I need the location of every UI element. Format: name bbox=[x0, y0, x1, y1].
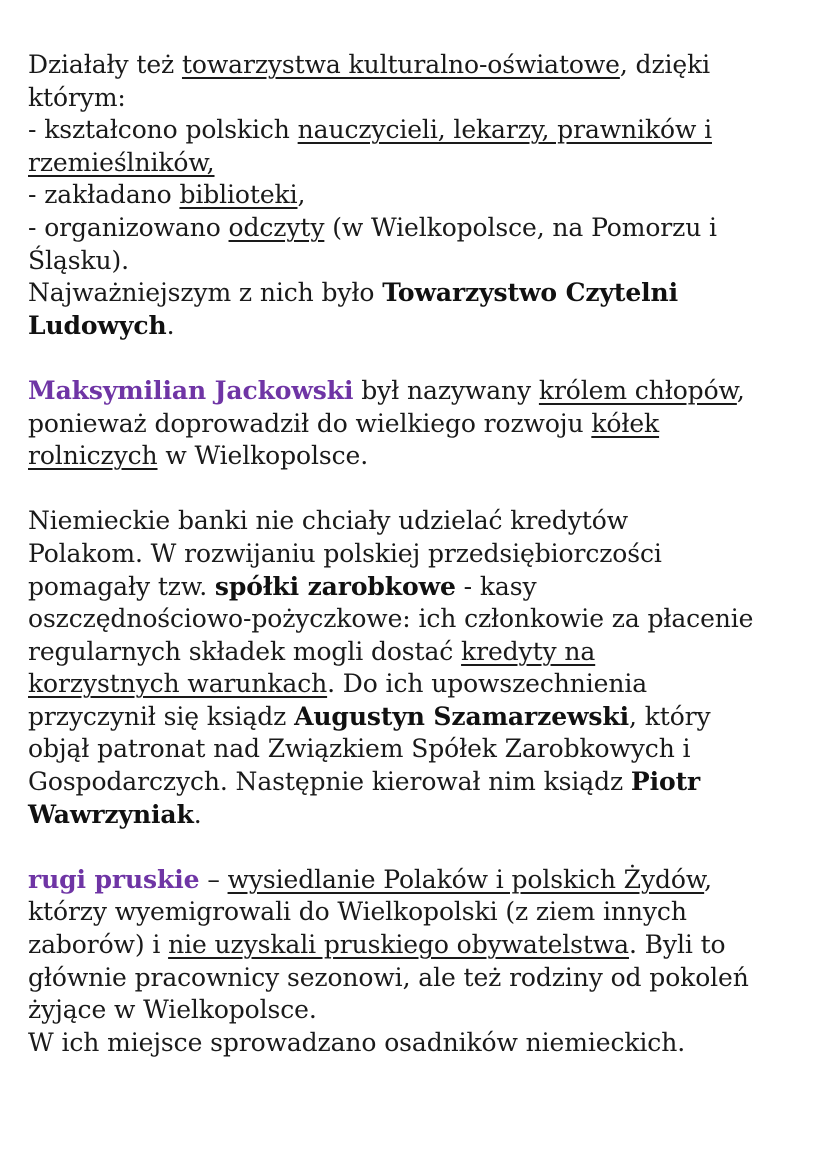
document-page bbox=[28, 49, 818, 1059]
text: Gospodarczych. Następnie kierował nim ksiądz bbox=[28, 767, 631, 797]
text-line bbox=[28, 733, 818, 766]
underlined-text: nie uzyskali pruskiego obywatelstwa bbox=[168, 930, 629, 960]
paragraph-jackowski bbox=[28, 375, 818, 473]
text: Działały też bbox=[28, 50, 182, 79]
text: w Wielkopolsce. bbox=[157, 441, 369, 471]
paragraph-gap bbox=[28, 831, 818, 864]
text-line bbox=[28, 799, 818, 832]
text: (w Wielkopolsce, na Pomorzu i bbox=[324, 212, 717, 242]
purple-heading-term: Maksymilian Jackowski bbox=[28, 375, 354, 405]
text: . Do ich upowszechnienia bbox=[327, 669, 648, 699]
text: przyczynił się ksiądz bbox=[28, 701, 295, 731]
text: Niemieckie banki nie chciały udzielać kredytów bbox=[28, 506, 629, 536]
text: – bbox=[199, 864, 228, 894]
text-line bbox=[28, 668, 818, 701]
underlined-text: rolniczych bbox=[28, 441, 158, 471]
text-line bbox=[28, 505, 818, 538]
bold-term: Towarzystwo Czytelni bbox=[382, 278, 679, 308]
text: , bbox=[736, 375, 745, 405]
bold-term: Augustyn Szamarzewski bbox=[294, 701, 630, 731]
paragraph-prussian-deportations bbox=[28, 864, 818, 1060]
text-line bbox=[28, 245, 818, 278]
text: głównie pracownicy sezonowi, ale też rodziny od pokoleń bbox=[28, 962, 749, 992]
text: . bbox=[193, 799, 202, 829]
underlined-text: nauczycieli, lekarzy, prawników i bbox=[297, 115, 712, 145]
underlined-text: kredyty na bbox=[461, 636, 596, 666]
text-line bbox=[28, 766, 818, 799]
text-line bbox=[28, 179, 818, 212]
text: był nazywany bbox=[353, 375, 539, 405]
text: pomagały tzw. bbox=[28, 571, 215, 601]
paragraph-gap bbox=[28, 342, 818, 375]
underlined-text: korzystnych warunkach bbox=[28, 669, 328, 699]
text-line bbox=[28, 603, 818, 636]
text-line bbox=[28, 636, 818, 669]
text-line bbox=[28, 147, 818, 180]
text: regularnych składek mogli dostać bbox=[28, 636, 462, 666]
text: Śląsku). bbox=[28, 245, 130, 275]
bold-term: Wawrzyniak bbox=[28, 799, 194, 829]
underlined-text: królem chłopów bbox=[538, 375, 737, 405]
text: - organizowano bbox=[28, 212, 229, 242]
text-line bbox=[28, 571, 818, 604]
paragraph-gap bbox=[28, 473, 818, 506]
bold-term: Ludowych bbox=[28, 310, 167, 340]
text: W ich miejsce sprowadzano osadników niemieckich. bbox=[28, 1027, 686, 1057]
text: . Byli to bbox=[628, 930, 726, 960]
text-line bbox=[28, 310, 818, 343]
text: Polakom. W rozwijaniu polskiej przedsiębiorczości bbox=[28, 538, 662, 568]
bold-term: spółki zarobkowe bbox=[214, 571, 456, 601]
text: , który bbox=[629, 701, 711, 731]
text: Najważniejszym z nich było bbox=[28, 278, 383, 308]
text: ponieważ doprowadził do wielkiego rozwoju bbox=[28, 408, 592, 438]
text-line bbox=[28, 277, 818, 310]
text-line bbox=[28, 82, 818, 115]
text-line bbox=[28, 896, 818, 929]
underlined-text: biblioteki bbox=[179, 180, 298, 210]
text-line bbox=[28, 212, 818, 245]
text: . bbox=[166, 310, 175, 340]
paragraph-credit-companies bbox=[28, 505, 818, 831]
text: objął patronat nad Związkiem Spółek Zarobkowych i bbox=[28, 734, 691, 764]
text-line bbox=[28, 440, 818, 473]
text-line bbox=[28, 114, 818, 147]
text: - zakładano bbox=[28, 180, 180, 210]
underlined-text: towarzystwa kulturalno-oświatowe bbox=[181, 50, 620, 79]
purple-heading-term: rugi pruskie bbox=[28, 864, 200, 894]
text-line bbox=[28, 375, 818, 408]
underlined-text: kółek bbox=[591, 408, 660, 438]
text: - kasy bbox=[455, 571, 537, 601]
text-line bbox=[28, 49, 818, 82]
text: którym: bbox=[28, 82, 126, 112]
text-line bbox=[28, 929, 818, 962]
text-line bbox=[28, 864, 818, 897]
paragraph-cultural-societies bbox=[28, 49, 818, 342]
text: żyjące w Wielkopolsce. bbox=[28, 995, 317, 1025]
underlined-text: wysiedlanie Polaków i polskich Żydów bbox=[227, 864, 705, 894]
text: zaborów) i bbox=[28, 930, 169, 960]
text: którzy wyemigrowali do Wielkopolski (z ziem innych bbox=[28, 897, 687, 927]
text: - kształcono polskich bbox=[28, 115, 298, 145]
underlined-text: rzemieślników, bbox=[28, 147, 215, 177]
text-line bbox=[28, 538, 818, 571]
text: , bbox=[297, 180, 306, 210]
text-line bbox=[28, 994, 818, 1027]
text-line bbox=[28, 408, 818, 441]
bold-term: Piotr bbox=[630, 767, 701, 797]
text-line bbox=[28, 962, 818, 995]
text: , dzięki bbox=[619, 50, 711, 79]
underlined-text: odczyty bbox=[228, 212, 325, 242]
text-line bbox=[28, 1027, 818, 1060]
text-line bbox=[28, 701, 818, 734]
text: , bbox=[704, 864, 713, 894]
text: oszczędnościowo-pożyczkowe: ich członkowie za płacenie bbox=[28, 604, 754, 634]
